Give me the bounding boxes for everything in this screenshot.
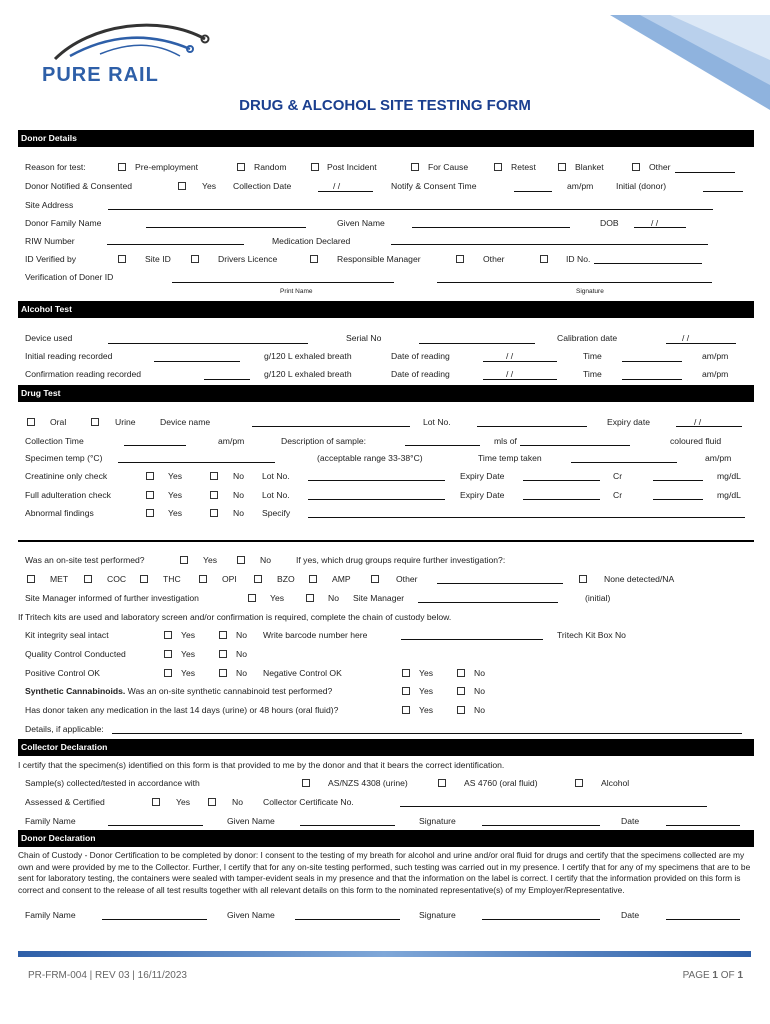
time-temp-field[interactable]: [571, 462, 677, 463]
print-name-field[interactable]: [172, 282, 394, 283]
footer-reference: PR-FRM-004 | REV 03 | 16/11/2023: [28, 970, 187, 981]
site-address-label: Site Address: [25, 200, 74, 210]
cert-no-field[interactable]: [400, 806, 707, 807]
adulteration-unit: mg/dL: [717, 490, 741, 500]
onsite-yes-label: Yes: [203, 555, 218, 565]
section-alcohol-test: Alcohol Test: [18, 301, 754, 318]
footer-bar: [18, 951, 751, 957]
positive-yes-label: Yes: [181, 668, 196, 678]
adulteration-yes-label: Yes: [168, 490, 183, 500]
checkbox-negative-no[interactable]: [457, 669, 465, 677]
riw-field[interactable]: [107, 244, 244, 245]
medication-no-label: No: [474, 705, 485, 715]
fluid-colour-field[interactable]: [520, 445, 630, 446]
site-manager-label: Site Manager: [353, 593, 405, 603]
negative-yes-label: Yes: [419, 668, 434, 678]
signature-caption: Signature: [576, 288, 604, 295]
abnormal-yes-label: Yes: [168, 508, 183, 518]
tritech-note: If Tritech kits are used and laboratory screen and/or confirmation is required, complete the chain of custody below.: [18, 612, 452, 622]
initial-time-label: Time: [583, 351, 602, 361]
group-opi: OPI: [222, 574, 237, 584]
checkbox-adulteration-yes[interactable]: [146, 491, 154, 499]
details-field[interactable]: [112, 733, 742, 734]
checkbox-std-alcohol[interactable]: [575, 779, 583, 787]
donor-family-label: Family Name: [25, 910, 76, 920]
urine-label: Urine: [115, 417, 136, 427]
checkbox-retest[interactable]: [494, 163, 502, 171]
checkbox-notified-yes[interactable]: [178, 182, 186, 190]
initial-reading-field[interactable]: [154, 361, 240, 362]
collector-family-field[interactable]: [108, 825, 203, 826]
std-alcohol-label: Alcohol: [601, 778, 630, 788]
calibration-date-field[interactable]: [666, 343, 736, 344]
checkbox-met[interactable]: [27, 575, 35, 583]
checkbox-post-incident[interactable]: [311, 163, 319, 171]
samples-label: Sample(s) collected/tested in accordance with: [25, 778, 200, 788]
site-manager-field[interactable]: [418, 602, 558, 603]
page-number: 1: [712, 970, 718, 981]
device-used-label: Device used: [25, 333, 73, 343]
synthetic-title: Synthetic Cannabinoids.: [25, 686, 126, 696]
group-bzo: BZO: [277, 574, 295, 584]
page-of: OF: [717, 970, 738, 981]
informed-yes-label: Yes: [270, 593, 285, 603]
collection-time-label: Collection Time: [25, 436, 84, 446]
assessed-label: Assessed & Certified: [25, 797, 105, 807]
group-met: MET: [50, 574, 69, 584]
collector-signature-field[interactable]: [482, 825, 600, 826]
initial-time-field[interactable]: [622, 361, 682, 362]
confirm-unit: g/120 L exhaled breath: [264, 369, 352, 379]
creatinine-cr-label: Cr: [613, 471, 623, 481]
oral-label: Oral: [50, 417, 67, 427]
quality-label: Quality Control Conducted: [25, 649, 126, 659]
synthetic-text: Was an on-site synthetic cannabinoid test performed?: [127, 686, 333, 696]
id-verified-label: ID Verified by: [25, 254, 77, 264]
checkbox-positive-yes[interactable]: [164, 669, 172, 677]
drug-expiry-slashes: / /: [694, 417, 702, 427]
page-prefix: PAGE: [682, 970, 713, 981]
reason-random: Random: [254, 162, 287, 172]
positive-no-label: No: [236, 668, 247, 678]
creatinine-cr-field[interactable]: [653, 480, 703, 481]
checkbox-pre-employment[interactable]: [118, 163, 126, 171]
donor-date-label: Date: [621, 910, 640, 920]
checkbox-synthetic-yes[interactable]: [402, 687, 410, 695]
barcode-label: Write barcode number here: [263, 630, 368, 640]
device-name-label: Device name: [160, 417, 211, 427]
coloured-fluid-label: coloured fluid: [670, 436, 722, 446]
print-name-caption: Print Name: [280, 288, 313, 295]
checkbox-group-other[interactable]: [371, 575, 379, 583]
signature-field[interactable]: [437, 282, 712, 283]
site-id-label: Site ID: [145, 254, 171, 264]
drug-expiry-field[interactable]: [676, 426, 742, 427]
family-name-label: Donor Family Name: [25, 218, 102, 228]
creatinine-unit: mg/dL: [717, 471, 741, 481]
checkbox-synthetic-no[interactable]: [457, 687, 465, 695]
checkbox-bzo[interactable]: [254, 575, 262, 583]
resp-manager-label: Responsible Manager: [337, 254, 421, 264]
collector-date-field[interactable]: [666, 825, 740, 826]
negative-control-label: Negative Control OK: [263, 668, 342, 678]
serial-no-field[interactable]: [419, 343, 535, 344]
initial-unit: g/120 L exhaled breath: [264, 351, 352, 361]
reason-label: Reason for test:: [25, 162, 86, 172]
donor-signature-label: Signature: [419, 910, 456, 920]
initial-donor-field[interactable]: [703, 191, 743, 192]
calibration-slashes: / /: [682, 333, 690, 343]
id-other-label: Other: [483, 254, 505, 264]
serial-no-label: Serial No: [346, 333, 382, 343]
given-name-field[interactable]: [412, 227, 570, 228]
creatinine-label: Creatinine only check: [25, 471, 108, 481]
collection-time-field[interactable]: [124, 445, 186, 446]
positive-control-label: Positive Control OK: [25, 668, 100, 678]
collector-date-label: Date: [621, 816, 640, 826]
section-collector-declaration: Collector Declaration: [18, 739, 754, 756]
reason-for-cause: For Cause: [428, 162, 469, 172]
temp-range-note: (acceptable range 33-38°C): [317, 453, 423, 463]
donor-given-label: Given Name: [227, 910, 275, 920]
adulteration-cr-field[interactable]: [653, 499, 703, 500]
site-address-field[interactable]: [108, 209, 713, 210]
checkbox-resp-manager[interactable]: [456, 255, 464, 263]
site-manager-initial: (initial): [585, 593, 611, 603]
confirm-time-label: Time: [583, 369, 602, 379]
form-title: DRUG & ALCOHOL SITE TESTING FORM: [239, 97, 531, 114]
checkbox-abnormal-no[interactable]: [210, 509, 218, 517]
drug-expiry-label: Expiry date: [607, 417, 650, 427]
corner-decoration-icon: [610, 15, 770, 110]
adulteration-expiry-field[interactable]: [523, 499, 600, 500]
time-temp-label: Time temp taken: [478, 453, 542, 463]
collection-ampm: am/pm: [218, 436, 245, 446]
verification-label: Verification of Doner ID: [25, 272, 114, 282]
page-total: 1: [737, 970, 743, 981]
donor-signature-field[interactable]: [482, 919, 600, 920]
drug-lot-field[interactable]: [477, 426, 587, 427]
onsite-no-label: No: [260, 555, 271, 565]
section-donor-declaration: Donor Declaration: [18, 830, 754, 847]
adulteration-cr-label: Cr: [613, 490, 623, 500]
assessed-no-label: No: [232, 797, 243, 807]
none-detected-label: None detected/NA: [604, 574, 675, 584]
barcode-field[interactable]: [401, 639, 543, 640]
donor-given-field[interactable]: [295, 919, 400, 920]
checkbox-drivers-licence[interactable]: [310, 255, 318, 263]
adulteration-expiry-label: Expiry Date: [460, 490, 505, 500]
checkbox-abnormal-yes[interactable]: [146, 509, 154, 517]
collector-given-label: Given Name: [227, 816, 275, 826]
creatinine-expiry-field[interactable]: [523, 480, 600, 481]
riw-label: RIW Number: [25, 236, 75, 246]
checkbox-seal-yes[interactable]: [164, 631, 172, 639]
logo-text: PURE RAIL: [42, 64, 159, 86]
donor-family-field[interactable]: [102, 919, 207, 920]
seal-no-label: No: [236, 630, 247, 640]
checkbox-id-verified[interactable]: [118, 255, 126, 263]
dob-slashes: / /: [651, 218, 659, 228]
checkbox-adulteration-no[interactable]: [210, 491, 218, 499]
confirm-time-field[interactable]: [622, 379, 682, 380]
checkbox-coc[interactable]: [84, 575, 92, 583]
confirm-date-field[interactable]: [483, 379, 557, 380]
notified-yes-label: Yes: [202, 181, 217, 191]
adulteration-lot-field[interactable]: [308, 499, 445, 500]
checkbox-assessed-no[interactable]: [208, 798, 216, 806]
collector-given-field[interactable]: [300, 825, 395, 826]
id-no-field[interactable]: [594, 263, 702, 264]
cert-no-label: Collector Certificate No.: [263, 797, 354, 807]
dob-label: DOB: [600, 218, 619, 228]
checkbox-amp[interactable]: [309, 575, 317, 583]
checkbox-std-urine[interactable]: [302, 779, 310, 787]
checkbox-quality-yes[interactable]: [164, 650, 172, 658]
medication-question: Has donor taken any medication in the last 14 days (urine) or 48 hours (oral fluid)?: [25, 705, 339, 715]
given-name-label: Given Name: [337, 218, 385, 228]
checkbox-std-oral[interactable]: [438, 779, 446, 787]
informed-no-label: No: [328, 593, 339, 603]
creatinine-expiry-label: Expiry Date: [460, 471, 505, 481]
adulteration-lot-label: Lot No.: [262, 490, 290, 500]
checkbox-thc[interactable]: [140, 575, 148, 583]
logo: [30, 14, 230, 89]
id-no-label: ID No.: [566, 254, 591, 264]
checkbox-assessed-yes[interactable]: [152, 798, 160, 806]
checkbox-id-other[interactable]: [540, 255, 548, 263]
device-used-field[interactable]: [108, 343, 308, 344]
which-groups-label: If yes, which drug groups require further investigation?:: [296, 555, 506, 565]
checkbox-random[interactable]: [237, 163, 245, 171]
collector-certify: I certify that the specimen(s) identified on this form is that provided to me by the donor and that it bears the correct identification.: [18, 760, 505, 770]
checkbox-quality-no[interactable]: [219, 650, 227, 658]
group-coc: COC: [107, 574, 127, 584]
notified-label: Donor Notified & Consented: [25, 181, 133, 191]
reason-other: Other: [649, 162, 671, 172]
kit-seal-label: Kit integrity seal intact: [25, 630, 109, 640]
abnormal-no-label: No: [233, 508, 244, 518]
synthetic-yes-label: Yes: [419, 686, 434, 696]
initial-date-slashes: / /: [506, 351, 514, 361]
reason-pre-employment: Pre-employment: [135, 162, 199, 172]
donor-declaration-text: Chain of Custody - Donor Certification to be completed by donor: I consent to the testing of my breath for alcohol and urine and/or oral fluid for drugs and certify that the specimens collected are my own and were provided by me to the Collector. Further, I certify that for any on-site testing performed, such testing was carried out in my presence. I certify that for any of my specimens that are to be sent for laboratory testing, the containers were sealed with tamper-evident seals in my presence and that the information on the label is correct. I certify that the information provided on this form is correct and consent to the release of all test results together with all relevant details on this form to the nominated representative(s) of my Employer/Representative.: [18, 850, 751, 896]
checkbox-urine[interactable]: [91, 418, 99, 426]
group-other-field[interactable]: [437, 583, 563, 584]
synthetic-no-label: No: [474, 686, 485, 696]
description-label: Description of sample:: [281, 436, 367, 446]
notify-time-label: Notify & Consent Time: [391, 181, 477, 191]
collection-date-field[interactable]: [318, 191, 373, 192]
time-temp-ampm: am/pm: [705, 453, 732, 463]
mls-of-label: mls of: [494, 436, 517, 446]
details-label: Details, if applicable:: [25, 724, 104, 734]
creatinine-lot-label: Lot No.: [262, 471, 290, 481]
notify-ampm: am/pm: [567, 181, 594, 191]
checkbox-none-detected[interactable]: [579, 575, 587, 583]
checkbox-medication-yes[interactable]: [402, 706, 410, 714]
seal-yes-label: Yes: [181, 630, 196, 640]
adulteration-no-label: No: [233, 490, 244, 500]
specimen-temp-label: Specimen temp (°C): [25, 453, 103, 463]
kit-box-label: Tritech Kit Box No: [557, 630, 626, 640]
footer-page: [683, 970, 743, 981]
checkbox-blanket[interactable]: [558, 163, 566, 171]
reason-retest: Retest: [511, 162, 536, 172]
quality-no-label: No: [236, 649, 247, 659]
checkbox-medication-no[interactable]: [457, 706, 465, 714]
creatinine-lot-field[interactable]: [308, 480, 445, 481]
group-thc: THC: [163, 574, 181, 584]
checkbox-onsite-yes[interactable]: [180, 556, 188, 564]
group-other: Other: [396, 574, 418, 584]
reason-post-incident: Post Incident: [327, 162, 377, 172]
checkbox-negative-yes[interactable]: [402, 669, 410, 677]
assessed-yes-label: Yes: [176, 797, 191, 807]
mls-field[interactable]: [405, 445, 480, 446]
other-reason-field[interactable]: [675, 172, 735, 173]
initial-reading-label: Initial reading recorded: [25, 351, 113, 361]
initial-date-field[interactable]: [483, 361, 557, 362]
confirm-date-label: Date of reading: [391, 369, 450, 379]
std-urine-label: AS/NZS 4308 (urine): [328, 778, 408, 788]
creatinine-no-label: No: [233, 471, 244, 481]
checkbox-onsite-no[interactable]: [237, 556, 245, 564]
quality-yes-label: Yes: [181, 649, 196, 659]
device-name-field[interactable]: [252, 426, 410, 427]
checkbox-other[interactable]: [632, 163, 640, 171]
checkbox-seal-no[interactable]: [219, 631, 227, 639]
checkbox-informed-no[interactable]: [306, 594, 314, 602]
specimen-temp-field[interactable]: [118, 462, 275, 463]
family-name-field[interactable]: [146, 227, 306, 228]
initial-ampm: am/pm: [702, 351, 729, 361]
checkbox-site-id[interactable]: [191, 255, 199, 263]
specify-field[interactable]: [308, 517, 745, 518]
specify-label: Specify: [262, 508, 291, 518]
confirm-ampm: am/pm: [702, 369, 729, 379]
synthetic-question: [25, 686, 332, 696]
checkbox-for-cause[interactable]: [411, 163, 419, 171]
medication-yes-label: Yes: [419, 705, 434, 715]
notify-time-field[interactable]: [514, 191, 552, 192]
calibration-date-label: Calibration date: [557, 333, 618, 343]
informed-label: Site Manager informed of further investigation: [25, 593, 199, 603]
negative-no-label: No: [474, 668, 485, 678]
initial-donor-label: Initial (donor): [616, 181, 667, 191]
checkbox-opi[interactable]: [199, 575, 207, 583]
checkbox-oral[interactable]: [27, 418, 35, 426]
reason-blanket: Blanket: [575, 162, 604, 172]
confirm-reading-label: Confirmation reading recorded: [25, 369, 142, 379]
initial-date-label: Date of reading: [391, 351, 450, 361]
drivers-licence-label: Drivers Licence: [218, 254, 278, 264]
group-amp: AMP: [332, 574, 351, 584]
medication-label: Medication Declared: [272, 236, 351, 246]
collector-family-label: Family Name: [25, 816, 76, 826]
confirm-reading-field[interactable]: [204, 379, 250, 380]
checkbox-informed-yes[interactable]: [248, 594, 256, 602]
full-adulteration-label: Full adulteration check: [25, 490, 111, 500]
dob-field[interactable]: [634, 227, 686, 228]
divider: [18, 540, 754, 542]
collector-signature-label: Signature: [419, 816, 456, 826]
confirm-date-slashes: / /: [506, 369, 514, 379]
abnormal-label: Abnormal findings: [25, 508, 94, 518]
section-donor-details: Donor Details: [18, 130, 754, 147]
medication-field[interactable]: [391, 244, 708, 245]
std-oral-label: AS 4760 (oral fluid): [464, 778, 538, 788]
donor-date-field[interactable]: [666, 919, 740, 920]
collection-date-slashes: / /: [333, 181, 341, 191]
checkbox-creatinine-no[interactable]: [210, 472, 218, 480]
checkbox-creatinine-yes[interactable]: [146, 472, 154, 480]
checkbox-positive-no[interactable]: [219, 669, 227, 677]
section-drug-test: Drug Test: [18, 385, 754, 402]
collection-date-label: Collection Date: [233, 181, 292, 191]
drug-lot-label: Lot No.: [423, 417, 451, 427]
onsite-question: Was an on-site test performed?: [25, 555, 145, 565]
creatinine-yes-label: Yes: [168, 471, 183, 481]
